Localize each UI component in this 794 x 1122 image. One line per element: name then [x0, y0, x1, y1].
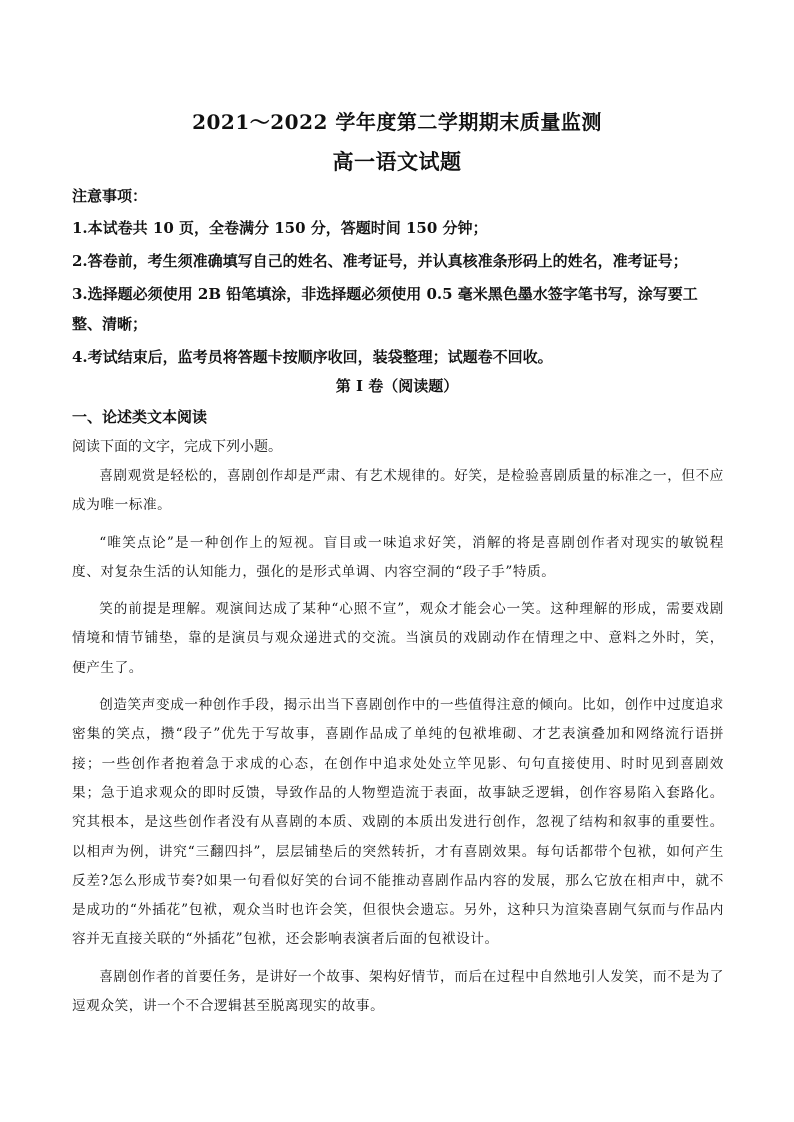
notice-item-1: 1.本试卷共 10 页，全卷满分 150 分，答题时间 150 分钟；	[72, 219, 488, 237]
passage-paragraph-3: 笑的前提是理解。观演间达成了某种“心照不宣”，观众才能会心一笑。这种理解的形成，需要戏剧情境和情节铺垫，靠的是演员与观众递进式的交流。当演员的戏剧动作在情理之中、意料之外时，笑，便产生了。	[72, 601, 724, 676]
reading-instruction: 阅读下面的文字，完成下列小题。	[72, 439, 282, 455]
notice-item-3-continued: 整、清晰；	[72, 315, 148, 333]
passage-paragraph-5: 喜剧创作者的首要任务，是讲好一个故事、架构好情节，而后在过程中自然地引人发笑，而不是为了逗观众笑，讲一个不合逻辑甚至脱离现实的故事。	[72, 968, 724, 1015]
exam-subtitle: 高一语文试题	[332, 149, 462, 174]
passage-paragraph-4: 创造笑声变成一种创作手段，揭示出当下喜剧创作中的一些值得注意的倾向。比如，创作中过度追求密集的笑点，攒“段子”优先于写故事，喜剧作品成了单纯的包袱堆砌、才艺表演叠加和网络流行语拼接；一些创作者抱着急于求成的心态，在创作中追求处处立竿见影、句句直接使用、时时见到喜剧效果；急于追求观众的即时反馈，导致作品的人物塑造流于表面，故事缺乏逻辑，创作容易陷入套路化。究其根本，是这些创作者没有从喜剧的本质、戏剧的本质出发进行创作，忽视了结构和叙事的重要性。以相声为例，讲究“三翻四抖”，层层铺垫后的突然转折，才有喜剧效果。每句话都带个包袱，如何产生反差?怎么形成节奏?如果一句看似好笑的台词不能推动喜剧作品内容的发展，那么它放在相声中，就不是成功的“外插花”包袱，观众当时也许会笑，但很快会遗忘。另外，这种只为渲染喜剧气氛而与作品内容并无直接关联的“外插花”包袱，还会影响表演者后面的包袱设计。	[72, 697, 724, 948]
notice-item-3: 3.选择题必须使用 2B 铅笔填涂，非选择题必须使用 0.5 毫米黑色墨水签字笔书写，涂写要工	[72, 285, 698, 303]
passage-paragraph-2: “唯笑点论”是一种创作上的短视。盲目或一味追求好笑，消解的将是喜剧创作者对现实的敏锐程度、对复杂生活的认知能力，强化的是形式单调、内容空洞的“段子手”特质。	[72, 534, 724, 580]
reading-passage	[72, 462, 724, 1029]
notice-item-4: 4.考试结束后，监考员将答题卡按顺序收回，装袋整理；试题卷不回收。	[72, 348, 553, 366]
notice-item-2: 2.答卷前，考生须准确填写自己的姓名、准考证号，并认真核准条形码上的姓名，准考证号；	[72, 252, 688, 270]
passage-paragraph-1: 喜剧观赏是轻松的，喜剧创作却是严肃、有艺术规律的。好笑，是检验喜剧质量的标准之一，但不应成为唯一标准。	[72, 468, 724, 514]
part-title: 第 I 卷（阅读题）	[335, 377, 459, 395]
section-heading: 一、论述类文本阅读	[72, 408, 208, 426]
notice-heading: 注意事项：	[72, 187, 148, 205]
exam-title: 2021～2022 学年度第二学期期末质量监测	[192, 110, 602, 134]
